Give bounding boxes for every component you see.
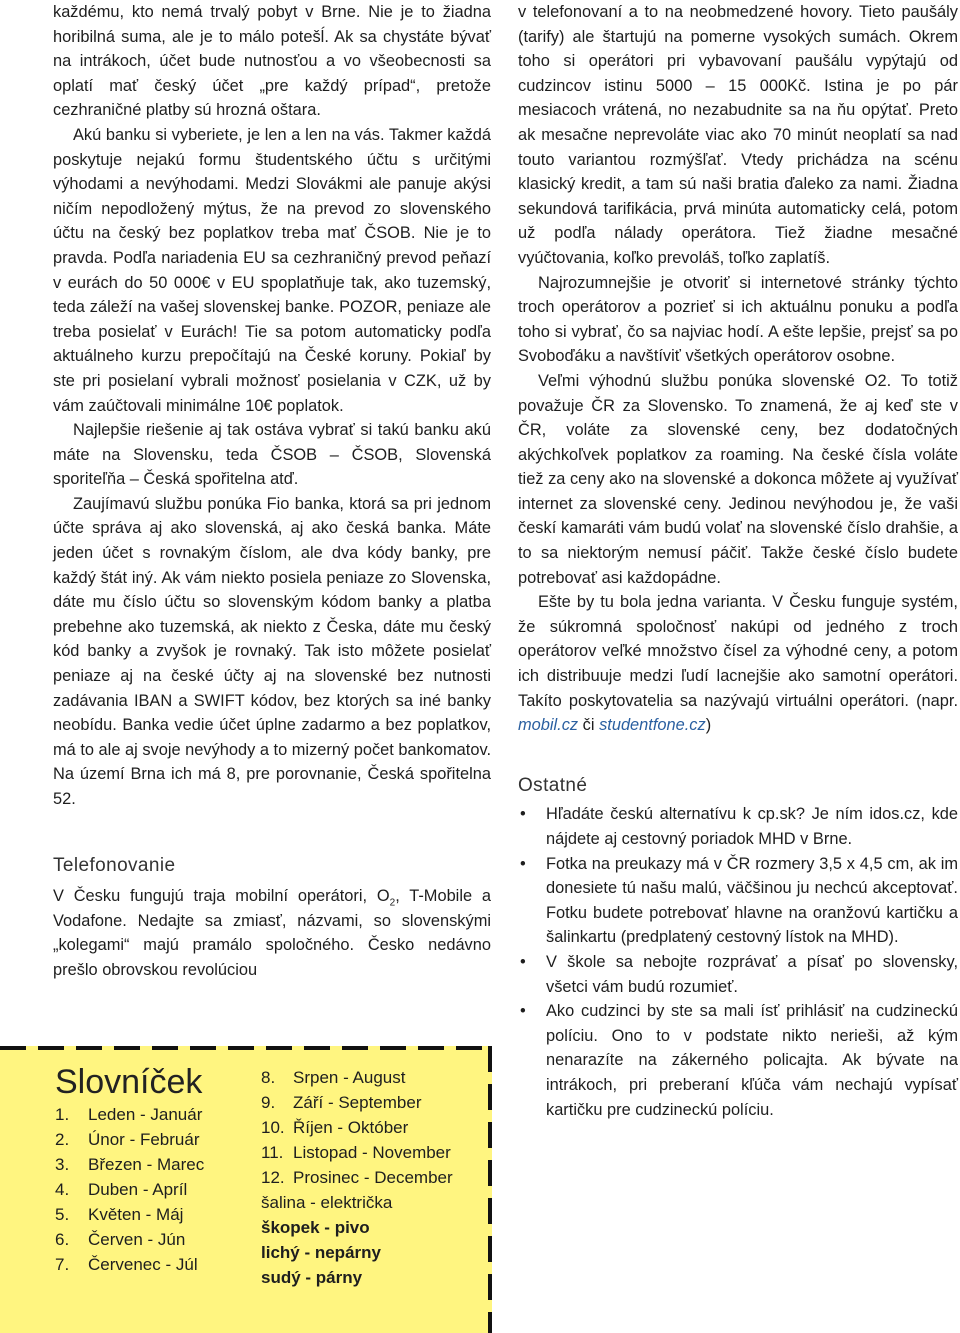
- paragraph-virtual-operators: [518, 590, 958, 738]
- item-text: Duben - Apríl: [88, 1180, 188, 1199]
- list-item: [55, 1127, 204, 1152]
- tel-text-a: V Česku fungujú traja mobilní operátori, O: [53, 887, 390, 906]
- item-number: 9.: [261, 1093, 276, 1112]
- item-number: 5.: [55, 1205, 70, 1224]
- left-column: [53, 0, 491, 983]
- dashed-border-right: [488, 1046, 492, 1333]
- list-item: • Ako cudzinci by ste sa mali ísť prihlásiť na cudzineckú políciu. Ono to v podstate nikto nerieši, až kým nenarazíte na zákerného policajta. Ak bývate na intrákoch, pri preberaní kľúča vám nechajú vypísať kartičku pre cudzineckú políciu.: [518, 999, 958, 1122]
- list-item: [261, 1090, 453, 1115]
- term-salina: šalina - električka: [261, 1193, 393, 1212]
- list-item: [261, 1115, 453, 1140]
- list-item: [261, 1065, 453, 1090]
- item-number: 8.: [261, 1068, 276, 1087]
- item-text: Červen - Jún: [88, 1230, 186, 1249]
- item-number: 7.: [55, 1255, 70, 1274]
- list-item: • V škole sa nebojte rozprávať a písať po slovensky, všetci vám budú rozumieť.: [518, 950, 958, 999]
- tel-text-b: , T-Mobile a Vodafone. Nedajte sa zmiasť, názvami, so slovenskými „kolegami“ majú pramálo spoločného. Česko nedávno prešlo obrovskou revolúciou: [53, 887, 491, 979]
- item-text: Říjen - Október: [293, 1118, 409, 1137]
- heading-telefonovanie: Telefonovanie: [53, 854, 176, 876]
- bullet-list-ostatne: [518, 802, 958, 1122]
- list-item: [55, 1102, 204, 1127]
- item-text: Září - September: [293, 1093, 422, 1112]
- list-item: [55, 1152, 204, 1177]
- item-text: Srpen - August: [293, 1068, 406, 1087]
- paragraph-best-solution: Najlepšie riešenie aj tak ostáva vybrať si takú banku akú máte na Slovensku, teda ČSOB – ČSOB, Slovenská sporiteľňa – Česká spořitelna atď.: [53, 421, 491, 489]
- paragraph-slovak-o2: Veľmi výhodnú službu ponúka slovenské O2. To totiž považuje ČR za Slovensko. To znamená, že aj keď ste v ČR, voláte za slovenské ceny, bez dodatočných akýchkoľvek poplatkov za roaming. Na české čísla voláte tiež za ceny ako na slovenské a dokonca môžete aj využívať internet za slovenské ceny. Jedinou nevýhodou je, že vaši českí kamaráti vám budú volať na slovenské číslo drahšie, a to sa niektorým nemusí páčiť. Takže české číslo budete potrebovať asi každopádne.: [518, 371, 958, 587]
- list-item: [55, 1202, 204, 1227]
- list-item: [55, 1227, 204, 1252]
- item-number: 11.: [261, 1143, 284, 1162]
- paragraph-fio-banka: Zaujímavú službu ponúka Fio banka, ktorá sa pri jednom účte správa aj ako slovenská, aj ako česká banka. Máte jeden účet s rovnakým číslom, ale dva kódy banky, pre každý štát iný. Ak vám niekto posiela peniaze zo Slovenska, dáte mu číslo účtu so slovenským kódom banky a platba prebehne ako tuzemská, ak niekto z Česka, dáte mu český kód banky a zvyšok je rovnaký. Tak isto môžete posielať peniaze aj na české účty aj na slovenské bez nutnosti zadávania IBAN a SWIFT kódov, bez ktorých sa iné banky neobídu. Banka vedie účet úplne zadarmo a bez poplatkov, má to ale aj svoje nevýhody a to mizerný počet bankomatov. Na území Brna ich má 8, pre porovnanie, Česká spořitelna 52.: [53, 494, 491, 808]
- right-column: [518, 0, 958, 1122]
- paragraph-tarify: v telefonovaní a to na neobmedzené hovory. Tieto paušály (tarify) ale štartujú na pomerne vysokých sumách. Okrem toho si operátori pri vybavovaní paušálu vypýtajú od cudzincov istinu 5000 – 15 000Kč. Istina je po pár mesiacoch vrátená, no nezabudnite sa na ňu opýtať. Preto ak mesačne neprevoláte viac ako 70 minút neoplatí sa nad touto variantou rozmýšľať. Vtedy prichádza na scénu klasický kredit, a tam sú naši bratia ďaleko za nami. Žiadna sekundová tarifikácia, prvá minúta automaticky celá, potom už podľa nálady operátora. Tiež žiadne mesačné vyúčtovania, koľko prevoláš, toľko zaplatíš.: [518, 3, 958, 267]
- item-number: 4.: [55, 1180, 70, 1199]
- list-item: [261, 1165, 453, 1190]
- item-number: 10.: [261, 1118, 285, 1137]
- item-number: 2.: [55, 1130, 70, 1149]
- list-item: [55, 1252, 204, 1277]
- virtual-text-mid: či: [578, 716, 600, 735]
- dashed-border-top: [0, 1046, 492, 1050]
- item-number: 3.: [55, 1155, 70, 1174]
- slovnicek-box: [0, 1046, 492, 1333]
- item-text: Březen - Marec: [88, 1155, 205, 1174]
- term-lichy: lichý - nepárny: [261, 1243, 381, 1262]
- item-number: 1.: [55, 1105, 70, 1124]
- item-number: 6.: [55, 1230, 70, 1249]
- paragraph-bank-intro: každému, kto nemá trvalý pobyt v Brne. Nie je to žiadna horibilná suma, ale je to málo potešĺ. Ak sa chystáte bývať na intrákoch, účet bude nutnosťou a vo všeobecnosti sa oplatí mať český účet „pre každý prípad“, pretože cezhraničné platby sú hrozná oštara.: [53, 3, 491, 120]
- term-skopek: škopek - pivo: [261, 1218, 370, 1237]
- item-text: Leden - Január: [88, 1105, 203, 1124]
- item-text: Červenec - Júl: [88, 1255, 198, 1274]
- heading-ostatne: Ostatné: [518, 774, 588, 796]
- slovnicek-title: Slovníček: [55, 1063, 203, 1101]
- item-number: 12.: [261, 1168, 285, 1187]
- virtual-text-a: Ešte by tu bola jedna varianta. V Česku funguje systém, že súkromná spoločnosť nakúpi od jedného z troch operátorov veľké množstvo čísel za výhodné ceny, a potom ich distribuuje medzi ľudí lacnejšie ako samotní operátori. Takíto poskytovatelia sa nazývajú virtuálni operátori. (napr.: [518, 593, 958, 710]
- tel-subscript: 2: [389, 897, 396, 909]
- paragraph-operator-websites: Najrozumnejšie je otvoriť si internetové stránky týchto troch operátorov a pozrieť si ich aktuálnu ponuku a podľa toho si vybrať, čo sa najviac hodí. A ešte lepšie, prejsť sa po Svoboďáku a navštíviť všetkých operátorov osobne.: [518, 273, 958, 366]
- vocab-terms: [261, 1190, 392, 1290]
- list-item: • Fotka na preukazy má v ČR rozmery 3,5 x 4,5 cm, ak im donesiete tú našu malú, väčšinou ju nechcú akceptovať. Fotku budete potrebovať hlavne na oranžovú kartičku a šalinkartu (predplatený cestovný lístok na MHD).: [518, 852, 958, 950]
- link-mobil-cz[interactable]: mobil.cz: [518, 716, 579, 735]
- item-text: Prosinec - December: [293, 1168, 453, 1187]
- item-text: Únor - Február: [88, 1130, 200, 1149]
- list-item: • Hľadáte českú alternatívu k cp.sk? Je ním idos.cz, kde nájdete aj cestovný poriadok MHD v Brne.: [518, 802, 958, 851]
- list-item: [55, 1177, 204, 1202]
- paragraph-telefonovanie: [53, 884, 491, 982]
- item-text: Listopad - November: [293, 1143, 451, 1162]
- paragraph-bank-choice: Akú banku si vyberiete, je len a len na vás. Takmer každá poskytuje nejakú formu študentského účtu s určitými výhodami a nevýhodami. Medzi Slovákmi ale panuje akýsi ničím nepodložený mýtus, že na prevod zo slovenského účtu na český bez poplatkov treba mať ČSOB. Nie je to pravda. Podľa nariadenia EU sa cezhraničný prevod peňazí v eurách do 50 000€ v EU spoplatňuje tak, ako tuzemský, teda záleží na vašej slovenskej banke. POZOR, peniaze ale treba posielať v Eurách! Tie sa potom automaticky podľa aktuálneho kurzu prepočítajú na České koruny. Pokiaľ by ste pri posielaní vybrali možnosť posielania v CZK, už by vám zaúčtovali minimálne 10€ poplatok.: [53, 125, 491, 415]
- term-sudy: sudý - párny: [261, 1268, 363, 1287]
- item-text: Květen - Máj: [88, 1205, 184, 1224]
- list-item: [261, 1140, 453, 1165]
- virtual-text-end: ): [705, 716, 712, 735]
- month-list-second: [261, 1065, 453, 1190]
- link-studentfone-cz[interactable]: studentfone.cz: [599, 716, 706, 735]
- month-list-first: [55, 1102, 204, 1277]
